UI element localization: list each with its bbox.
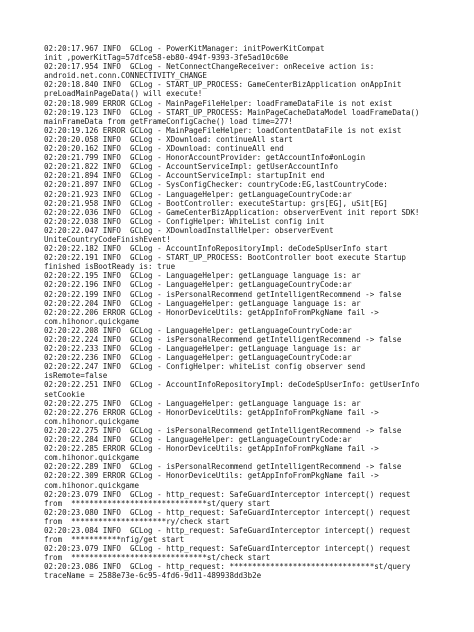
log-line: from ******************************st/query start (44, 498, 271, 508)
log-line: 02:20:22.036 INFO GCLog - GameCenterBizApplication: observerEvent init report SDK! (44, 207, 420, 217)
log-line: com.hihonor.quickgame (44, 316, 139, 326)
log-line: 02:20:22.247 INFO GCLog - ConfigHelper: whiteList config observer send (44, 362, 366, 372)
log-text (44, 44, 470, 581)
log-line: from ***********nfig/get start (44, 535, 185, 545)
log-line: 02:20:22.191 INFO GCLog - START_UP_PROCESS: BootController boot execute Startup (44, 253, 406, 263)
log-line: 02:20:22.224 INFO GCLog - isPersonalRecommend getIntelligentRecommend -> false (44, 335, 402, 344)
log-line: 02:20:17.967 INFO GCLog - PowerKitManager: initPowerKitCompat (44, 44, 325, 53)
log-line: 02:20:18.840 INFO GCLog - START_UP_PROCESS: GameCenterBizApplication onAppInit (44, 80, 402, 90)
log-line: isRemote=false (44, 371, 108, 381)
log-line: 02:20:22.195 INFO GCLog - LanguageHelper: getLanguage language is: ar (44, 271, 361, 281)
log-line: 02:20:22.284 INFO GCLog - LanguageHelper: getLanguageCountryCode:ar (44, 435, 352, 445)
log-line: 02:20:23.086 INFO GCLog - http_request: ********************************st/query (44, 562, 411, 572)
log-line: 02:20:22.251 INFO GCLog - AccountInfoRepositoryImpl: deCodeSpUserInfo: getUserInfo (44, 380, 420, 390)
log-line: UniteCountryCodeFinishEvent! (44, 234, 171, 244)
log-line: from *********************ry/check start (44, 516, 230, 526)
log-line: 02:20:22.309 ERROR GCLog - HonorDeviceUtils: getAppInfoFromPkgName fail -> (44, 471, 379, 481)
log-line: com.hihonor.quickgame (44, 416, 139, 426)
log-line: 02:20:22.276 ERROR GCLog - HonorDeviceUtils: getAppInfoFromPkgName fail -> (44, 407, 379, 417)
log-line: com.hihonor.quickgame (44, 480, 139, 490)
log-line: 02:20:19.123 INFO GCLog - START_UP_PROCESS: MainPageCacheDataModel loadFrameData() (44, 107, 420, 117)
log-line: 02:20:22.047 INFO GCLog - XDownloadInstallHelper: observerEvent (44, 225, 334, 235)
log-line: 02:20:20.162 INFO GCLog - XDownload: continueAll end (44, 144, 284, 154)
log-line: mainFrameData from getFrameConfigCache() load time=277! (44, 116, 293, 126)
log-line: 02:20:21.897 INFO GCLog - SysConfigChecker: countryCode:EG,lastCountryCode: (44, 180, 388, 190)
log-line: 02:20:23.079 INFO GCLog - http_request: SafeGuardInterceptor intercept() request (44, 544, 411, 554)
log-line: 02:20:22.199 INFO GCLog - isPersonalRecommend getIntelligentRecommend -> false (44, 289, 402, 299)
log-line: 02:20:22.182 INFO GCLog - AccountInfoRepositoryImpl: deCodeSpUserInfo start (44, 244, 388, 254)
log-line: 02:20:21.923 INFO GCLog - LanguageHelper: getLanguageCountryCode:ar (44, 189, 352, 199)
log-line: 02:20:23.084 INFO GCLog - http_request: SafeGuardInterceptor intercept() request (44, 525, 411, 535)
log-line: android.net.conn.CONNECTIVITY_CHANGE (44, 71, 207, 81)
log-line: 02:20:22.204 INFO GCLog - LanguageHelper: getLanguage language is: ar (44, 298, 361, 308)
log-line: 02:20:22.289 INFO GCLog - isPersonalRecommend getIntelligentRecommend -> false (44, 462, 402, 472)
log-line: from ******************************st/check start (44, 553, 271, 563)
log-line: setCookie (44, 389, 85, 399)
log-line: 02:20:22.208 INFO GCLog - LanguageHelper: getLanguageCountryCode:ar (44, 325, 352, 335)
log-line: 02:20:21.958 INFO GCLog - BootController: executeStartup: grs[EG], uSit[EG] (44, 198, 388, 208)
log-line: 02:20:18.909 ERROR GCLog - MainPageFileHelper: loadFrameDataFile is not exist (44, 98, 393, 108)
log-line: 02:20:21.799 INFO GCLog - HonorAccountProvider: getAccountInfo#onLogin (44, 153, 366, 163)
log-line: 02:20:17.954 INFO GCLog - NetConnectChangeReceiver: onReceive action is: (44, 62, 375, 72)
log-line: 02:20:22.038 INFO GCLog - ConfigHelper: WhiteList config init (44, 216, 325, 226)
log-line: traceName = 2588e73e-6c95-4fd6-9d11-489938dd3b2e (44, 571, 262, 581)
log-line: 02:20:22.196 INFO GCLog - LanguageHelper: getLanguageCountryCode:ar (44, 280, 352, 290)
log-line: 02:20:22.275 INFO GCLog - isPersonalRecommend getIntelligentRecommend -> false (44, 425, 402, 435)
log-line: preLoadMainPageData() will execute! (44, 89, 203, 99)
log-line: 02:20:20.058 INFO GCLog - XDownload: continueAll start (44, 134, 293, 144)
log-line: 02:20:19.126 ERROR GCLog - MainPageFileHelper: loadContentDataFile is not exist (44, 125, 402, 135)
log-line: 02:20:23.080 INFO GCLog - http_request: SafeGuardInterceptor intercept() request (44, 507, 411, 517)
log-line: 02:20:21.894 INFO GCLog - AccountServiceImpl: startupInit end (44, 171, 325, 181)
log-line: 02:20:22.233 INFO GCLog - LanguageHelper: getLanguage language is: ar (44, 344, 361, 354)
log-line: 02:20:22.285 ERROR GCLog - HonorDeviceUtils: getAppInfoFromPkgName fail -> (44, 444, 379, 454)
log-line: 02:20:23.079 INFO GCLog - http_request: SafeGuardInterceptor intercept() request (44, 489, 411, 499)
log-line: 02:20:22.206 ERROR GCLog - HonorDeviceUtils: getAppInfoFromPkgName fail -> (44, 307, 379, 317)
log-line: init ,powerKitTag=57dfce58-eb80-494f-9393-3fe5ad10c60e (44, 53, 289, 63)
log-line: 02:20:22.275 INFO GCLog - LanguageHelper: getLanguage language is: ar (44, 398, 361, 408)
log-line: finished isBootReady is: true (44, 262, 176, 272)
log-line: 02:20:22.236 INFO GCLog - LanguageHelper: getLanguageCountryCode:ar (44, 353, 352, 363)
log-line: 02:20:21.822 INFO GCLog - AccountServiceImpl: getUserAccountInfo (44, 162, 339, 172)
log-line: com.hihonor.quickgame (44, 453, 139, 463)
